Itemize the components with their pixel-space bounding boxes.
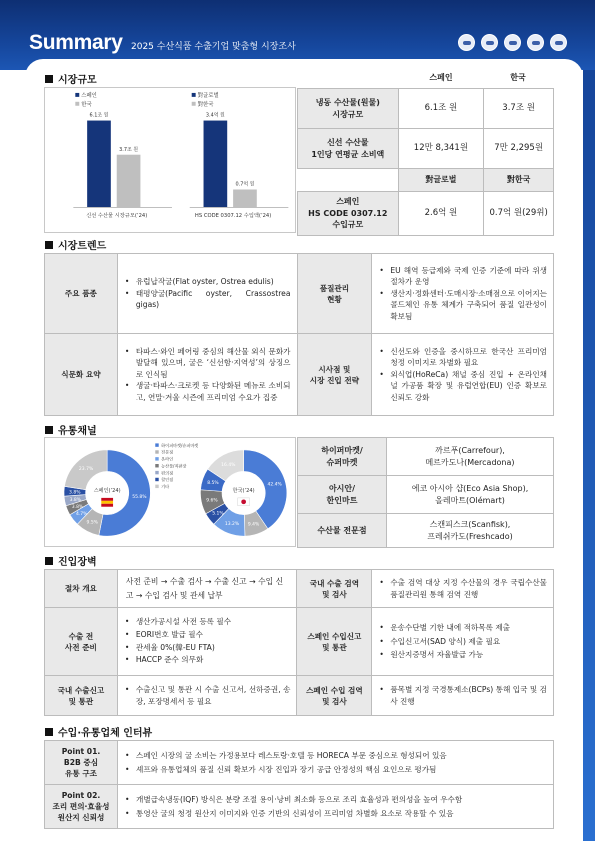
spain-donut-center-label: 스페인(’24) — [93, 488, 121, 494]
trend-label-varieties: 주요 품종 — [45, 254, 118, 334]
interview-table — [44, 740, 554, 829]
pie-legend-swatch — [155, 443, 158, 446]
hs-korea-value: 0.7억 원(29위) — [484, 192, 554, 236]
spain-flag-icon — [101, 504, 113, 507]
list-item: • 통영산 굴의 청정 원산지 이미지와 인증 기반의 신뢰성이 프리미엄 차별화 요소로 작용할 수 있음 — [124, 807, 547, 820]
interview-point-01: Point 01. B2B 중심 유통 구조 — [45, 741, 118, 785]
bar — [117, 155, 141, 208]
category-label: HS CODE 0307.12 수입액(’24) — [194, 213, 272, 220]
barrier-procedure-text: 사전 준비 → 수출 검사 → 수출 신고 → 수입 신고 → 수입 검사 및 관세 납부 — [117, 570, 297, 608]
page-title: Summary — [29, 31, 123, 54]
interview-point-01-list — [118, 747, 553, 778]
trend-strategy-list — [372, 344, 553, 406]
trend-culture-list — [118, 344, 297, 406]
list-item: • 유럽납작굴(Flat oyster, Ostrea edulis) — [124, 276, 291, 288]
hs-global-value: 2.6억 원 — [398, 192, 484, 236]
list-item: • 타파스·와인 페어링 중심의 해산물 외식 문화가 발달해 있으며, 굴은 ‘신선함·지역성’의 상징으로 인식됨 — [124, 346, 291, 381]
korea-donut-slice-label: 8.5% — [207, 481, 219, 487]
list-item: • EORI번호 발급 필수 — [124, 629, 291, 642]
barrier-label-kr-quarantine: 국내 수출 검역 및 검사 — [297, 570, 372, 608]
pie-legend-label: 전문점 — [161, 449, 174, 455]
pie-legend-label: 온라인 — [161, 456, 174, 462]
spain-flag-icon — [101, 501, 113, 504]
spain-donut-slice-label: 4.7% — [76, 511, 88, 517]
pie-legend-swatch — [155, 485, 158, 488]
pie-legend-swatch — [155, 450, 158, 453]
section-marker-icon — [45, 426, 53, 434]
page-subtitle: 2025 수산식품 수출기업 맞춤형 시장조사 — [131, 42, 296, 52]
spain-donut-slice-label: 3.8% — [71, 504, 84, 510]
distribution-pie-charts — [44, 437, 296, 547]
trend-quality-list — [372, 263, 553, 325]
section-marker-icon — [45, 75, 53, 83]
trend-table — [44, 253, 554, 416]
spain-donut-slice-label: 3.8% — [69, 490, 81, 496]
section-title-market-size: 시장규모 — [45, 71, 97, 86]
spain-donut-slice-label: 9.5% — [86, 520, 98, 526]
header-icons — [458, 34, 567, 51]
frozen-korea-value: 3.7조 원 — [484, 89, 554, 129]
pie-legend-swatch — [155, 464, 158, 467]
market-bar-chart-svg — [45, 88, 295, 232]
list-item: • 수출신고 및 통관 시 수출 신고서, 선하증권, 송장, 포장명세서 등 필요 — [124, 684, 291, 707]
section-title-distribution: 유통채널 — [45, 422, 97, 437]
market-icon — [458, 34, 475, 51]
list-item: • 생산가공시설 사전 등록 필수 — [124, 616, 291, 629]
legend-label: 對글로벌 — [197, 92, 219, 99]
list-item: • 외식업(HoReCa) 채널 중심 진입 + 온라인채널 가공품 확장 및 유럽연합(EU) 인증 확보로 신뢰도 강화 — [378, 369, 547, 404]
list-item: • 신선도와 인증을 중시하므로 한국산 프리미엄 청정 이미지로 차별화 필요 — [378, 346, 547, 369]
section-title-interview: 수입·유통업체 인터뷰 — [45, 724, 152, 739]
dist-value-asian: 에코 아시아 샵(Eco Asia Shop), 올레마트(Olémart) — [387, 476, 554, 514]
data-label: 3.7조 원 — [119, 146, 139, 153]
distribution-icon — [504, 34, 521, 51]
section-title-market-trend: 시장트렌드 — [45, 237, 106, 252]
pie-legend-swatch — [155, 478, 158, 481]
section-marker-icon — [45, 728, 53, 736]
interview-point-02-list — [118, 791, 553, 822]
legend-swatch — [192, 102, 196, 106]
interview-icon — [550, 34, 567, 51]
list-item: • 생굴·타파스·크로켓 등 다양화된 메뉴로 소비되고, 연말·겨울 시즌에 프리미엄 수요가 집중 — [124, 380, 291, 403]
list-item: • 생산지·정화센터·도매시장·소매점으로 이어지는 콜드체인 유통 체계가 구축되어 품질 일관성이 확보됨 — [378, 288, 547, 323]
row-label-frozen: 냉동 수산물(원물) 시장규모 — [298, 89, 399, 129]
legend-label: 한국 — [81, 101, 92, 108]
barrier-label-preparation: 수출 전 사전 준비 — [45, 608, 118, 676]
pie-legend-swatch — [155, 471, 158, 474]
fresh-korea-value: 7만 2,295원 — [484, 129, 554, 169]
list-item: • HACCP 준수 의무화 — [124, 654, 291, 667]
list-item: • 원산지증명서 자율발급 가능 — [378, 648, 547, 662]
section-marker-icon — [45, 557, 53, 565]
korea-donut-slice-label: 9.4% — [247, 522, 260, 528]
list-item: • 개별급속냉동(IQF) 방식은 분량 조절 용이·낭비 최소화 등으로 조리 효율성과 편의성을 높여 우수함 — [124, 793, 547, 806]
pie-legend-label: 하이퍼마켓/슈퍼마켓 — [161, 442, 199, 448]
row-label-hs: 스페인 HS CODE 0307.12 수입규모 — [298, 192, 399, 236]
side-decoration — [583, 70, 595, 841]
barrier-label-es-customs: 스페인 수입신고 및 통관 — [297, 608, 372, 676]
col-header-korea: 한국 — [510, 73, 526, 82]
barrier-kr-quarantine-list — [372, 575, 553, 602]
legend-swatch — [192, 93, 196, 97]
distribution-donut-svg — [45, 438, 295, 546]
bar — [204, 121, 228, 208]
legend-swatch — [75, 93, 79, 97]
dist-value-hyper: 까르푸(Carrefour), 메르카도나(Mercadona) — [387, 438, 554, 476]
list-item: • 스페인 시장의 굴 소비는 가정용보다 레스토랑·호텔 등 HORECA 부문 중심으로 형성되어 있음 — [124, 749, 547, 762]
list-item: • 운송수단별 기한 내에 적하목록 제출 — [378, 621, 547, 635]
list-item: • 셰프와 유통업체의 품질 신뢰 확보가 시장 진입과 장기 공급 안정성의 핵심 요인으로 평가됨 — [124, 763, 547, 776]
legend-label: 對한국 — [197, 101, 214, 108]
korea-donut-center-label: 한국(’24) — [232, 488, 255, 494]
pie-legend-label: 할인점 — [161, 477, 174, 483]
korea-donut-slice-label: 16.4% — [221, 463, 236, 469]
barrier-kr-customs-list — [118, 682, 297, 709]
barrier-label-es-quarantine: 스페인 수입 검역 및 검사 — [297, 676, 372, 716]
bar — [233, 189, 257, 207]
col-header-spain: 스페인 — [429, 73, 453, 82]
barrier-es-customs-list — [372, 619, 553, 664]
barrier-icon — [527, 34, 544, 51]
spain-flag-icon — [101, 498, 113, 501]
trend-label-food-culture: 식문화 요약 — [45, 334, 118, 416]
korea-flag-icon — [241, 499, 246, 504]
barrier-preparation-list — [118, 614, 297, 668]
frozen-spain-value: 6.1조 원 — [398, 89, 484, 129]
row-label-fresh: 신선 수산물 1인당 연평균 소비액 — [298, 129, 399, 169]
category-label: 신선 수산물 시장규모(’24) — [86, 213, 148, 220]
list-item: • 수입신고서(SAD 양식) 제출 필요 — [378, 635, 547, 649]
spain-donut-slice-label: 55.8% — [132, 494, 147, 500]
barrier-label-kr-customs: 국내 수출신고 및 통관 — [45, 676, 118, 716]
barrier-label-procedure: 절차 개요 — [45, 570, 118, 608]
barrier-es-quarantine-list — [372, 682, 553, 709]
col-header-global: 對글로벌 — [398, 169, 484, 192]
legend-swatch — [75, 102, 79, 106]
trend-icon — [481, 34, 498, 51]
list-item: • 품목별 지정 국경통제소(BCPs) 통해 입국 및 검사 진행 — [378, 684, 547, 707]
korea-donut-slice-label: 13.2% — [224, 521, 240, 527]
dist-label-hyper: 하이퍼마켓/ 슈퍼마켓 — [298, 438, 387, 476]
bar — [87, 121, 111, 208]
korea-donut-slice-label: 42.4% — [267, 482, 282, 488]
list-item: • 태평양굴(Pacific oyster, Crassostrea gigas) — [124, 288, 291, 311]
trend-label-strategy: 시사점 및 시장 진입 전략 — [297, 334, 372, 416]
market-size-table — [297, 88, 554, 236]
list-item: • 수출 검역 대상 지정 수산물의 경우 국립수산물품질관리원 통해 검역 진행 — [378, 577, 547, 600]
data-label: 3.4억 원 — [205, 112, 225, 119]
trend-label-quality: 품질관리 현황 — [297, 254, 372, 334]
list-item: • EU 해역 등급제와 국제 인증 기준에 따라 위생 절차가 운영 — [378, 265, 547, 288]
pie-legend-label: 편의점 — [161, 470, 174, 476]
col-header-korea2: 對한국 — [484, 169, 554, 192]
data-label: 0.7억 원 — [235, 181, 255, 188]
korea-donut-slice-label: 9.6% — [206, 498, 218, 504]
dist-label-asian: 아시안/ 한인마트 — [298, 476, 387, 514]
interview-point-02: Point 02. 조리 편의·효율성 원산지 신뢰성 — [45, 785, 118, 829]
section-marker-icon — [45, 241, 53, 249]
pie-legend-swatch — [155, 457, 158, 460]
data-label: 6.1조 원 — [89, 112, 109, 119]
pie-legend-label: 농산물/직판장 — [161, 463, 187, 469]
market-size-chart — [44, 87, 296, 233]
spain-donut-slice-label: 23.7% — [78, 467, 94, 473]
dist-value-seafood: 스캔피스크(Scanfisk), 프레쉬카도(Freshcado) — [387, 514, 554, 548]
distribution-table — [297, 437, 554, 548]
trend-varieties-list — [118, 274, 297, 313]
korea-donut-slice-label: 5.1% — [212, 511, 224, 517]
dist-label-seafood: 수산물 전문점 — [298, 514, 387, 548]
spain-donut-slice-label: 3.8% — [69, 497, 82, 503]
fresh-spain-value: 12만 8,341원 — [398, 129, 484, 169]
list-item: • 관세율 0%(韓-EU FTA) — [124, 642, 291, 655]
barrier-table — [44, 569, 554, 716]
pie-legend-label: 기타 — [161, 484, 170, 490]
legend-label: 스페인 — [81, 92, 97, 99]
section-title-entry-barrier: 진입장벽 — [45, 553, 97, 568]
